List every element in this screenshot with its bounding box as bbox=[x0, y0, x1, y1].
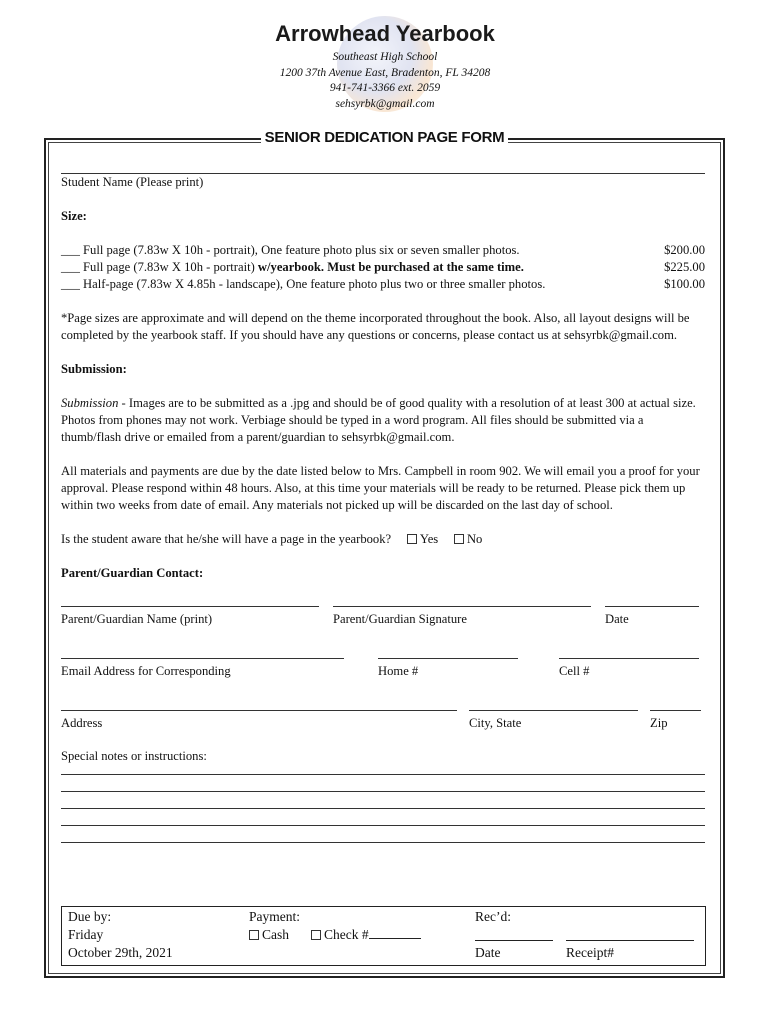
recd-date-line[interactable] bbox=[475, 933, 553, 941]
due-date: October 29th, 2021 bbox=[68, 945, 173, 960]
cell-phone-field[interactable]: Cell # bbox=[559, 645, 699, 680]
notes-line[interactable] bbox=[61, 765, 705, 775]
receipt-label: Receipt# bbox=[566, 945, 614, 960]
school-name: Southeast High School bbox=[332, 51, 438, 63]
size-price: $225.00 bbox=[664, 260, 705, 274]
contact-heading: Parent/Guardian Contact: bbox=[61, 566, 204, 580]
school-email: sehsyrbk@gmail.com bbox=[335, 97, 435, 110]
aware-yes-option[interactable]: Yes bbox=[407, 532, 438, 546]
size-price: $200.00 bbox=[664, 243, 705, 257]
zip-field[interactable]: Zip bbox=[650, 697, 701, 732]
recd-date-label: Date bbox=[475, 945, 501, 960]
submission-text: Submission - Images are to be submitted as a .jpg and should be of good quality with a resolution of at least 300 at actual size. Photos from phones may not work. Verbiage should be typed in a word program. All files should be submitted via a thumb/flash drive or emailed from a parent/guardian to sehsyrbk@gmail.com. bbox=[61, 396, 696, 444]
size-heading: Size: bbox=[61, 209, 87, 223]
city-state-field[interactable]: City, State bbox=[469, 697, 638, 732]
no-checkbox[interactable] bbox=[454, 534, 464, 544]
aware-no-option[interactable]: No bbox=[454, 532, 482, 546]
guardian-date-field[interactable]: Date bbox=[605, 593, 699, 628]
size-option-full-yearbook[interactable]: ___ Full page (7.83w X 10h - portrait) w/yearbook. Must be purchased at the same time. $225.00 bbox=[61, 260, 705, 274]
submission-heading: Submission: bbox=[61, 362, 127, 376]
office-use-box bbox=[61, 906, 706, 966]
cash-option[interactable]: Cash bbox=[249, 926, 289, 944]
size-option-half[interactable]: ___ Half-page (7.83w X 4.85h - landscape), One feature photo plus two or three smaller photos. $100.00 bbox=[61, 277, 705, 291]
guardian-name-field[interactable]: Parent/Guardian Name (print) bbox=[61, 593, 319, 628]
home-phone-field[interactable]: Home # bbox=[378, 645, 518, 680]
guardian-signature-field[interactable]: Parent/Guardian Signature bbox=[333, 593, 591, 628]
size-price: $100.00 bbox=[664, 277, 705, 291]
notes-line[interactable] bbox=[61, 826, 705, 843]
check-number-line[interactable] bbox=[369, 938, 421, 939]
notes-line[interactable] bbox=[61, 809, 705, 826]
special-notes-label: Special notes or instructions: bbox=[61, 749, 207, 763]
form-content bbox=[61, 160, 705, 843]
due-label: Due by: bbox=[68, 909, 112, 924]
address-field[interactable]: Address bbox=[61, 697, 457, 732]
student-name-line[interactable] bbox=[61, 160, 705, 174]
check-option[interactable]: Check # bbox=[311, 926, 421, 944]
form-title: SENIOR DEDICATION PAGE FORM bbox=[261, 129, 509, 146]
check-checkbox[interactable] bbox=[311, 930, 321, 940]
aware-question: Is the student aware that he/she will have a page in the yearbook? bbox=[61, 532, 392, 546]
aware-question-row bbox=[61, 531, 705, 548]
student-name-label: Student Name (Please print) bbox=[61, 175, 204, 189]
email-field[interactable]: Email Address for Corresponding bbox=[61, 645, 344, 680]
size-note: *Page sizes are approximate and will depend on the theme incorporated throughout the book. Also, all layout designs will be completed by the yearbook staff. If you should have any questions or concerns, please contact us at sehsyrbk@gmail.com. bbox=[61, 311, 690, 342]
notes-line[interactable] bbox=[61, 775, 705, 792]
payment-label: Payment: bbox=[249, 909, 300, 924]
payment-note: All materials and payments are due by the date listed below to Mrs. Campbell in room 902. We will email you a proof for your approval. Please respond within 48 hours. Also, at this time your materials will be ready to be returned. Please pick them up within two weeks from date of email. Any materials not picked up will be discarded on the last day of school. bbox=[61, 464, 700, 512]
yearbook-title: Arrowhead Yearbook bbox=[275, 21, 495, 46]
notes-line[interactable] bbox=[61, 792, 705, 809]
receipt-line[interactable] bbox=[566, 933, 694, 941]
size-option-full[interactable]: ___ Full page (7.83w X 10h - portrait), One feature photo plus six or seven smaller photos. $200.00 bbox=[61, 243, 705, 257]
school-address: 1200 37th Avenue East, Bradenton, FL 34208 bbox=[279, 66, 491, 79]
due-day: Friday bbox=[68, 927, 104, 942]
school-phone: 941-741-3366 ext. 2059 bbox=[329, 82, 441, 94]
yes-checkbox[interactable] bbox=[407, 534, 417, 544]
form-header bbox=[0, 18, 770, 112]
cash-checkbox[interactable] bbox=[249, 930, 259, 940]
recd-label: Rec’d: bbox=[475, 909, 511, 924]
